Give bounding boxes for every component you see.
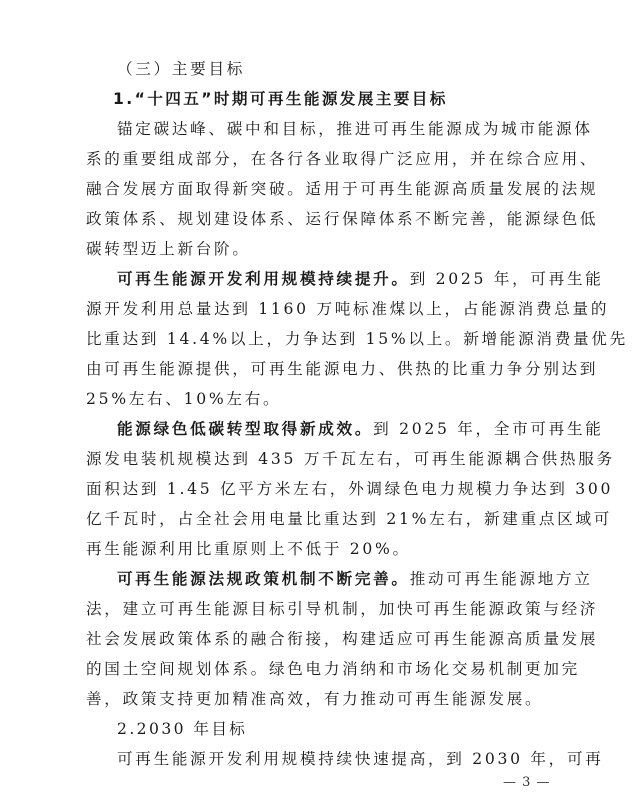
para4-line-3: [0, 628, 633, 650]
subheading-2-text: 2.2030 年目标: [117, 720, 248, 738]
para2-lead: 可再生能源开发利用规模持续提升。: [117, 269, 410, 288]
section-heading-text: （三）主要目标: [117, 60, 246, 78]
para1-line-5-text: 碳转型迈上新台阶。: [86, 240, 251, 258]
para1-line-3: [0, 178, 633, 200]
para3-first-rest: 到 2025 年，全市可再生能: [373, 420, 604, 438]
para4-line-5: [0, 688, 633, 710]
para1-line-2-text: 系的重要组成部分，在各行各业取得广泛应用，并在综合应用、: [86, 150, 599, 168]
subheading-1-text: 1.“十四五”时期可再生能源发展主要目标: [113, 90, 448, 108]
para1-line-1-text: 锚定碳达峰、碳中和目标，推进可再生能源成为城市能源体: [117, 120, 593, 138]
para3-line-2-text: 源发电装机规模达到 435 万千瓦左右，可再生能源耦合供热服务: [86, 450, 615, 468]
section-heading: [0, 58, 633, 80]
para3-line-5-text: 再生能源利用比重原则上不低于 20%。: [86, 540, 411, 558]
para3-line-3-text: 面积达到 1.45 亿平方米左右，外调绿色电力规模力争达到 300: [86, 480, 614, 498]
para1-line-2: [0, 148, 633, 170]
para2-line-5-text: 25%左右、10%左右。: [86, 390, 282, 408]
para3-line-4-text: 亿千瓦时，占全社会用电量比重达到 21%左右，新建重点区域可: [86, 510, 613, 528]
subheading-2030: [0, 718, 633, 740]
para4-line-1: [0, 568, 633, 590]
para2-line-2-text: 源开发利用总量达到 1160 万吨标准煤以上，占能源消费总量的: [86, 300, 610, 318]
para1-line-4-text: 政策体系、规划建设体系、运行保障体系不断完善，能源绿色低: [86, 210, 599, 228]
para3-line-3: [0, 478, 633, 500]
para4-line-2-text: 法，建立可再生能源目标引导机制，加快可再生能源政策与经济: [86, 600, 599, 618]
para2-line-3-text: 比重达到 14.4%以上，力争达到 15%以上。新增能源消费量优先: [86, 330, 628, 348]
para4-line-2: [0, 598, 633, 620]
para2-first-rest: 到 2025 年，可再生能: [409, 270, 604, 288]
subheading-14th-five-year: [0, 88, 633, 110]
para4-lead: 可再生能源法规政策机制不断完善。: [117, 569, 410, 588]
para3-line-4: [0, 508, 633, 530]
para2-line-3: [0, 328, 633, 350]
para2-line-1: [0, 268, 633, 290]
page-number: — 3 —: [503, 775, 551, 790]
para4-line-4: [0, 658, 633, 680]
para3-line-1: [0, 418, 633, 440]
para3-line-2: [0, 448, 633, 470]
para4-first-rest: 推动可再生能源地方立: [409, 570, 593, 588]
para3-lead: 能源绿色低碳转型取得新成效。: [117, 419, 374, 438]
para1-line-3-text: 融合发展方面取得新突破。适用于可再生能源高质量发展的法规: [86, 180, 599, 198]
para2-line-2: [0, 298, 633, 320]
para2-line-5: [0, 388, 633, 410]
para2-line-4: [0, 358, 633, 380]
para4-line-4-text: 的国土空间规划体系。绿色电力消纳和市场化交易机制更加完: [86, 660, 580, 678]
para1-line-1: [0, 118, 633, 140]
para3-line-5: [0, 538, 633, 560]
para1-line-5: [0, 238, 633, 260]
para4-line-3-text: 社会发展政策体系的融合衔接，构建适应可再生能源高质量发展: [86, 630, 599, 648]
para1-line-4: [0, 208, 633, 230]
para2-line-4-text: 由可再生能源提供，可再生能源电力、供热的比重力争分别达到: [86, 360, 599, 378]
para5-line-1-text: 可再生能源开发利用规模持续快速提高，到 2030 年，可再: [117, 750, 604, 768]
para4-line-5-text: 善，政策支持更加精准高效，有力推动可再生能源发展。: [86, 690, 544, 708]
para5-line-1: [0, 748, 604, 770]
